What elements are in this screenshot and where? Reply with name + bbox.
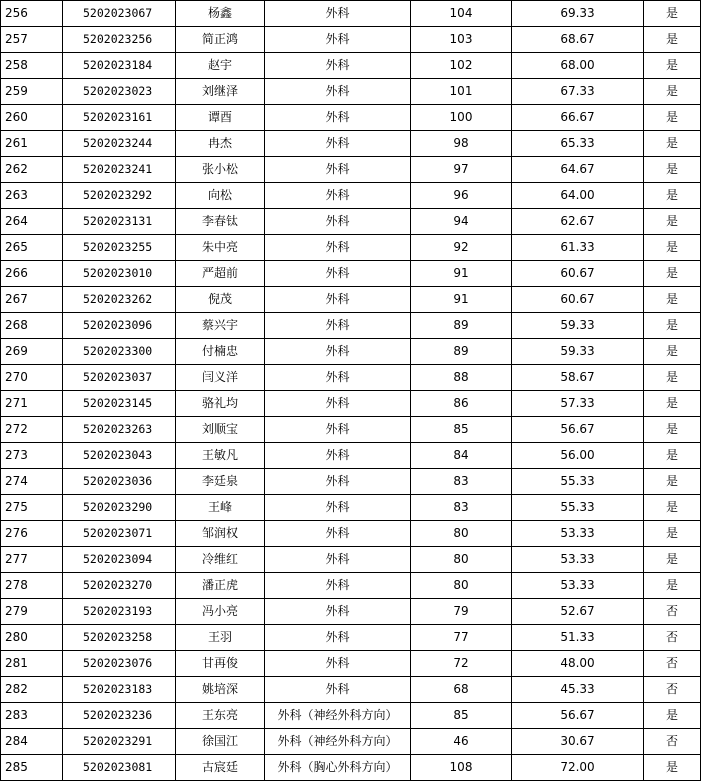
- raw-score: 89: [411, 313, 512, 339]
- row-number: 284: [1, 729, 63, 755]
- table-body: [1, 1, 701, 781]
- raw-score: 88: [411, 365, 512, 391]
- row-number: 282: [1, 677, 63, 703]
- candidate-name: 古宸廷: [176, 755, 265, 781]
- candidate-id: 5202023263: [63, 417, 176, 443]
- qualified-flag: 是: [644, 755, 701, 781]
- qualified-flag: 是: [644, 261, 701, 287]
- row-number: 264: [1, 209, 63, 235]
- candidate-name: 杨鑫: [176, 1, 265, 27]
- converted-score: 53.33: [512, 547, 644, 573]
- raw-score: 103: [411, 27, 512, 53]
- row-number: 262: [1, 157, 63, 183]
- raw-score: 92: [411, 235, 512, 261]
- raw-score: 80: [411, 547, 512, 573]
- candidate-name: 李春钛: [176, 209, 265, 235]
- raw-score: 83: [411, 469, 512, 495]
- candidate-name: 朱中亮: [176, 235, 265, 261]
- candidate-id: 5202023131: [63, 209, 176, 235]
- qualified-flag: 是: [644, 1, 701, 27]
- department: 外科: [265, 677, 411, 703]
- converted-score: 66.67: [512, 105, 644, 131]
- converted-score: 65.33: [512, 131, 644, 157]
- raw-score: 91: [411, 261, 512, 287]
- table-row: [1, 703, 701, 729]
- raw-score: 68: [411, 677, 512, 703]
- candidate-id: 5202023241: [63, 157, 176, 183]
- converted-score: 58.67: [512, 365, 644, 391]
- candidate-id: 5202023081: [63, 755, 176, 781]
- candidate-id: 5202023270: [63, 573, 176, 599]
- table-row: [1, 755, 701, 781]
- table-row: [1, 261, 701, 287]
- candidate-id: 5202023023: [63, 79, 176, 105]
- candidate-id: 5202023096: [63, 313, 176, 339]
- candidate-id: 5202023236: [63, 703, 176, 729]
- department: 外科: [265, 209, 411, 235]
- candidate-id: 5202023071: [63, 521, 176, 547]
- raw-score: 83: [411, 495, 512, 521]
- raw-score: 96: [411, 183, 512, 209]
- row-number: 257: [1, 27, 63, 53]
- raw-score: 89: [411, 339, 512, 365]
- converted-score: 72.00: [512, 755, 644, 781]
- qualified-flag: 否: [644, 729, 701, 755]
- candidate-id: 5202023043: [63, 443, 176, 469]
- department: 外科: [265, 1, 411, 27]
- candidate-name: 王峰: [176, 495, 265, 521]
- qualified-flag: 是: [644, 157, 701, 183]
- row-number: 266: [1, 261, 63, 287]
- raw-score: 104: [411, 1, 512, 27]
- qualified-flag: 是: [644, 573, 701, 599]
- row-number: 258: [1, 53, 63, 79]
- department: 外科: [265, 261, 411, 287]
- table-row: [1, 157, 701, 183]
- converted-score: 30.67: [512, 729, 644, 755]
- candidate-id: 5202023094: [63, 547, 176, 573]
- department: 外科: [265, 53, 411, 79]
- row-number: 260: [1, 105, 63, 131]
- converted-score: 60.67: [512, 261, 644, 287]
- raw-score: 86: [411, 391, 512, 417]
- row-number: 283: [1, 703, 63, 729]
- converted-score: 53.33: [512, 573, 644, 599]
- department: 外科（神经外科方向）: [265, 729, 411, 755]
- candidate-name: 刘继泽: [176, 79, 265, 105]
- candidate-id: 5202023255: [63, 235, 176, 261]
- converted-score: 64.67: [512, 157, 644, 183]
- candidate-name: 徐国江: [176, 729, 265, 755]
- candidate-name: 王东亮: [176, 703, 265, 729]
- raw-score: 84: [411, 443, 512, 469]
- row-number: 268: [1, 313, 63, 339]
- raw-score: 72: [411, 651, 512, 677]
- table-row: [1, 547, 701, 573]
- table-row: [1, 729, 701, 755]
- candidate-id: 5202023300: [63, 339, 176, 365]
- candidate-name: 刘顺宝: [176, 417, 265, 443]
- table-row: [1, 79, 701, 105]
- row-number: 259: [1, 79, 63, 105]
- row-number: 269: [1, 339, 63, 365]
- row-number: 281: [1, 651, 63, 677]
- qualified-flag: 是: [644, 495, 701, 521]
- raw-score: 46: [411, 729, 512, 755]
- raw-score: 101: [411, 79, 512, 105]
- candidate-name: 冯小亮: [176, 599, 265, 625]
- qualified-flag: 是: [644, 417, 701, 443]
- qualified-flag: 是: [644, 53, 701, 79]
- table-row: [1, 573, 701, 599]
- department: 外科: [265, 625, 411, 651]
- qualified-flag: 是: [644, 339, 701, 365]
- raw-score: 97: [411, 157, 512, 183]
- qualified-flag: 否: [644, 651, 701, 677]
- qualified-flag: 是: [644, 391, 701, 417]
- converted-score: 64.00: [512, 183, 644, 209]
- converted-score: 59.33: [512, 313, 644, 339]
- converted-score: 60.67: [512, 287, 644, 313]
- department: 外科: [265, 105, 411, 131]
- table-row: [1, 599, 701, 625]
- candidate-id: 5202023244: [63, 131, 176, 157]
- candidate-id: 5202023256: [63, 27, 176, 53]
- department: 外科: [265, 79, 411, 105]
- qualified-flag: 否: [644, 625, 701, 651]
- table-row: [1, 677, 701, 703]
- qualified-flag: 是: [644, 105, 701, 131]
- qualified-flag: 是: [644, 27, 701, 53]
- raw-score: 98: [411, 131, 512, 157]
- table-row: [1, 417, 701, 443]
- row-number: 276: [1, 521, 63, 547]
- candidate-id: 5202023145: [63, 391, 176, 417]
- raw-score: 108: [411, 755, 512, 781]
- department: 外科: [265, 183, 411, 209]
- raw-score: 80: [411, 573, 512, 599]
- table-row: [1, 131, 701, 157]
- department: 外科: [265, 339, 411, 365]
- table-row: [1, 651, 701, 677]
- candidate-name: 赵宇: [176, 53, 265, 79]
- row-number: 270: [1, 365, 63, 391]
- table-row: [1, 339, 701, 365]
- qualified-flag: 是: [644, 313, 701, 339]
- candidate-id: 5202023258: [63, 625, 176, 651]
- converted-score: 67.33: [512, 79, 644, 105]
- converted-score: 53.33: [512, 521, 644, 547]
- converted-score: 62.67: [512, 209, 644, 235]
- candidate-name: 付楠忠: [176, 339, 265, 365]
- row-number: 271: [1, 391, 63, 417]
- qualified-flag: 是: [644, 183, 701, 209]
- candidate-name: 骆礼均: [176, 391, 265, 417]
- row-number: 263: [1, 183, 63, 209]
- department: 外科（神经外科方向）: [265, 703, 411, 729]
- candidate-name: 倪茂: [176, 287, 265, 313]
- department: 外科: [265, 573, 411, 599]
- converted-score: 55.33: [512, 495, 644, 521]
- qualified-flag: 是: [644, 287, 701, 313]
- row-number: 274: [1, 469, 63, 495]
- table-row: [1, 53, 701, 79]
- candidate-id: 5202023193: [63, 599, 176, 625]
- candidate-id: 5202023037: [63, 365, 176, 391]
- converted-score: 52.67: [512, 599, 644, 625]
- qualified-flag: 是: [644, 703, 701, 729]
- candidate-id: 5202023262: [63, 287, 176, 313]
- department: 外科: [265, 547, 411, 573]
- row-number: 273: [1, 443, 63, 469]
- table-row: [1, 183, 701, 209]
- candidate-id: 5202023291: [63, 729, 176, 755]
- candidate-name: 蔡兴宇: [176, 313, 265, 339]
- candidate-name: 王敏凡: [176, 443, 265, 469]
- raw-score: 94: [411, 209, 512, 235]
- raw-score: 77: [411, 625, 512, 651]
- row-number: 256: [1, 1, 63, 27]
- qualified-flag: 否: [644, 677, 701, 703]
- candidate-name: 冉杰: [176, 131, 265, 157]
- candidate-name: 向松: [176, 183, 265, 209]
- row-number: 267: [1, 287, 63, 313]
- row-number: 275: [1, 495, 63, 521]
- department: 外科: [265, 157, 411, 183]
- qualified-flag: 是: [644, 469, 701, 495]
- candidate-id: 5202023067: [63, 1, 176, 27]
- row-number: 279: [1, 599, 63, 625]
- candidate-id: 5202023290: [63, 495, 176, 521]
- department: 外科: [265, 599, 411, 625]
- qualified-flag: 是: [644, 235, 701, 261]
- qualified-flag: 是: [644, 521, 701, 547]
- candidate-name: 潘正虎: [176, 573, 265, 599]
- row-number: 278: [1, 573, 63, 599]
- raw-score: 85: [411, 703, 512, 729]
- table-row: [1, 287, 701, 313]
- table-row: [1, 209, 701, 235]
- candidate-name: 谭酉: [176, 105, 265, 131]
- converted-score: 68.00: [512, 53, 644, 79]
- converted-score: 59.33: [512, 339, 644, 365]
- table-row: [1, 1, 701, 27]
- table-row: [1, 443, 701, 469]
- department: 外科: [265, 443, 411, 469]
- qualified-flag: 是: [644, 443, 701, 469]
- qualified-flag: 是: [644, 79, 701, 105]
- department: 外科: [265, 313, 411, 339]
- raw-score: 100: [411, 105, 512, 131]
- candidate-name: 冷维红: [176, 547, 265, 573]
- candidate-id: 5202023036: [63, 469, 176, 495]
- table-row: [1, 365, 701, 391]
- converted-score: 45.33: [512, 677, 644, 703]
- table-row: [1, 495, 701, 521]
- department: 外科: [265, 287, 411, 313]
- raw-score: 80: [411, 521, 512, 547]
- qualified-flag: 是: [644, 131, 701, 157]
- converted-score: 61.33: [512, 235, 644, 261]
- candidate-name: 邹润权: [176, 521, 265, 547]
- candidate-id: 5202023292: [63, 183, 176, 209]
- department: 外科: [265, 469, 411, 495]
- converted-score: 56.00: [512, 443, 644, 469]
- candidate-name: 严超前: [176, 261, 265, 287]
- table-row: [1, 521, 701, 547]
- department: 外科（胸心外科方向）: [265, 755, 411, 781]
- raw-score: 79: [411, 599, 512, 625]
- table-row: [1, 469, 701, 495]
- row-number: 261: [1, 131, 63, 157]
- table-row: [1, 625, 701, 651]
- candidate-name: 姚培深: [176, 677, 265, 703]
- raw-score: 102: [411, 53, 512, 79]
- converted-score: 56.67: [512, 417, 644, 443]
- candidate-id: 5202023076: [63, 651, 176, 677]
- department: 外科: [265, 131, 411, 157]
- department: 外科: [265, 27, 411, 53]
- row-number: 285: [1, 755, 63, 781]
- candidate-name: 闫义洋: [176, 365, 265, 391]
- converted-score: 69.33: [512, 1, 644, 27]
- table-row: [1, 235, 701, 261]
- department: 外科: [265, 235, 411, 261]
- candidate-id: 5202023161: [63, 105, 176, 131]
- row-number: 265: [1, 235, 63, 261]
- row-number: 277: [1, 547, 63, 573]
- qualified-flag: 否: [644, 599, 701, 625]
- candidate-name: 简正鸿: [176, 27, 265, 53]
- department: 外科: [265, 391, 411, 417]
- raw-score: 85: [411, 417, 512, 443]
- department: 外科: [265, 521, 411, 547]
- converted-score: 68.67: [512, 27, 644, 53]
- department: 外科: [265, 417, 411, 443]
- converted-score: 48.00: [512, 651, 644, 677]
- department: 外科: [265, 365, 411, 391]
- candidate-name: 张小松: [176, 157, 265, 183]
- candidate-id: 5202023010: [63, 261, 176, 287]
- table-row: [1, 27, 701, 53]
- qualified-flag: 是: [644, 209, 701, 235]
- candidate-name: 李廷泉: [176, 469, 265, 495]
- candidate-name: 王羽: [176, 625, 265, 651]
- converted-score: 51.33: [512, 625, 644, 651]
- candidate-id: 5202023184: [63, 53, 176, 79]
- row-number: 280: [1, 625, 63, 651]
- qualified-flag: 是: [644, 365, 701, 391]
- converted-score: 57.33: [512, 391, 644, 417]
- qualified-flag: 是: [644, 547, 701, 573]
- table-row: [1, 105, 701, 131]
- table-row: [1, 313, 701, 339]
- converted-score: 56.67: [512, 703, 644, 729]
- candidate-id: 5202023183: [63, 677, 176, 703]
- row-number: 272: [1, 417, 63, 443]
- department: 外科: [265, 651, 411, 677]
- raw-score: 91: [411, 287, 512, 313]
- table-row: [1, 391, 701, 417]
- department: 外科: [265, 495, 411, 521]
- converted-score: 55.33: [512, 469, 644, 495]
- candidate-name: 甘再俊: [176, 651, 265, 677]
